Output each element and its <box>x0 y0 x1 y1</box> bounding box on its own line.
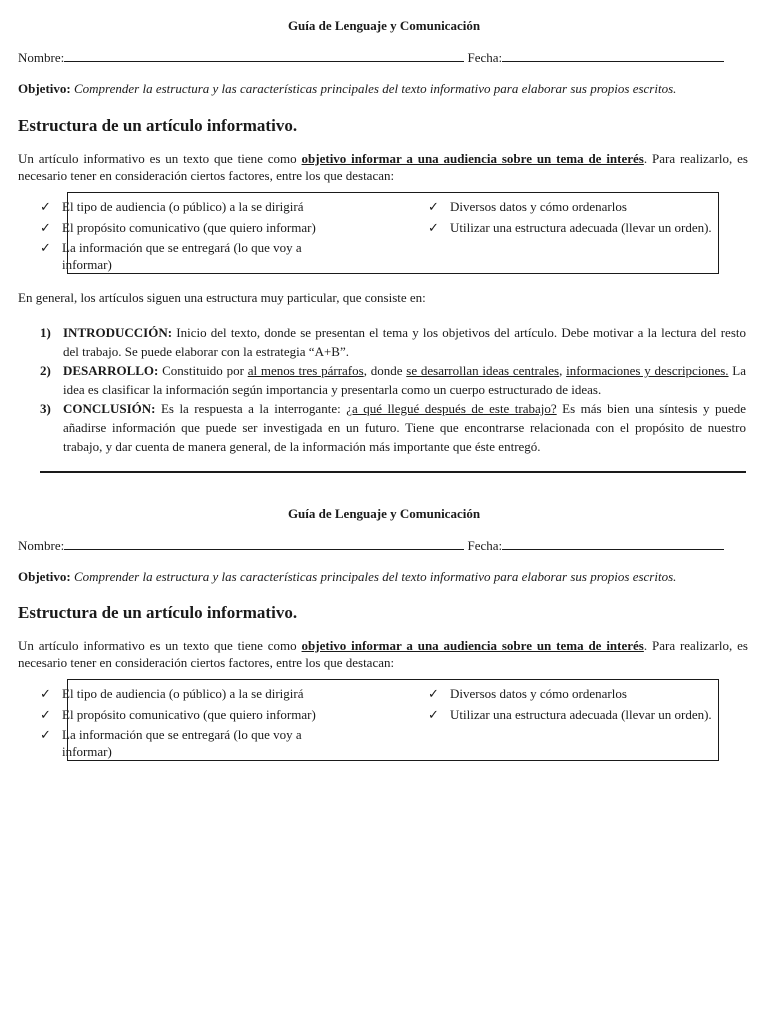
checklist-item: Diversos datos y cómo ordenarlos <box>450 686 627 701</box>
structure-intro: En general, los artículos siguen una estructura muy particular, que consiste en: <box>18 290 426 305</box>
item-text: Es más bien una síntesis y puede añadirse información que puede ser investigada en un futuro. Tiene que encontrarse relacionada con el propósito de nuestro trabajo, y dar cuenta de manera general, de la información más importante que éste entregó. <box>63 401 746 454</box>
check-icon: ✓ <box>428 686 439 701</box>
item-label: CONCLUSIÓN: <box>63 401 156 416</box>
checklist-item: Diversos datos y cómo ordenarlos <box>450 199 627 214</box>
intro-text: Un artículo informativo es un texto que tiene como <box>18 151 302 166</box>
check-icon: ✓ <box>40 240 51 255</box>
checklist-item: Utilizar una estructura adecuada (llevar un orden). <box>450 707 712 722</box>
guide-title: Guía de Lenguaje y Comunicación <box>287 506 481 521</box>
check-icon: ✓ <box>40 199 51 214</box>
objetivo-label: Objetivo: <box>18 569 71 584</box>
item-underlined: al menos tres párrafos <box>247 363 364 378</box>
objetivo-label: Objetivo: <box>18 81 71 96</box>
objetivo-text: Comprender la estructura y las características principales del texto informativo para elaborar sus propios escritos. <box>73 569 677 584</box>
fecha-label: Fecha: <box>467 538 503 553</box>
section-divider <box>40 471 746 473</box>
fecha-blank[interactable] <box>502 51 724 62</box>
intro-text-end: . Para realizarlo, es necesario tener en consideración ciertos factores, entre los que destacan: <box>18 151 748 183</box>
check-icon: ✓ <box>40 707 51 722</box>
objective <box>18 81 676 97</box>
item-number: 3) <box>40 401 51 416</box>
structure-item-introduccion <box>40 323 746 361</box>
item-label: INTRODUCCIÓN: <box>63 325 173 340</box>
item-text: Constituido por <box>158 363 248 378</box>
item-text: Inicio del texto, donde se presentan el tema y los objetivos del artículo. Debe motivar a la lectura del resto del trabajo. Se puede elaborar con la estrategia “A+B”. <box>63 325 746 359</box>
check-icon: ✓ <box>428 220 439 235</box>
checklist-item: El propósito comunicativo (que quiero informar) <box>62 220 316 235</box>
check-icon: ✓ <box>40 727 51 742</box>
section-heading: Estructura de un artículo informativo. <box>18 603 298 622</box>
fecha-label: Fecha: <box>467 50 503 65</box>
item-number: 2) <box>40 363 51 378</box>
nombre-blank[interactable] <box>64 539 464 550</box>
intro-text: Un artículo informativo es un texto que tiene como <box>18 638 302 653</box>
checklist-item: El propósito comunicativo (que quiero informar) <box>62 707 316 722</box>
objective <box>18 569 676 585</box>
intro-key-phrase: objetivo informar a una audiencia sobre un tema de interés <box>301 151 644 166</box>
item-text: , <box>559 363 567 378</box>
item-underlined: se desarrollan ideas centrales <box>406 363 560 378</box>
check-icon: ✓ <box>40 220 51 235</box>
nombre-label: Nombre: <box>18 538 65 553</box>
checklist-item: El tipo de audiencia (o público) a la se dirigirá <box>62 199 304 214</box>
checklist-item: Utilizar una estructura adecuada (llevar un orden). <box>450 220 712 235</box>
structure-item-conclusion <box>40 399 746 456</box>
intro-key-phrase: objetivo informar a una audiencia sobre un tema de interés <box>301 638 644 653</box>
item-text: , donde <box>363 363 407 378</box>
item-text: La idea es clasificar la información según importancia y presentarla como un cuerpo estructurado de ideas. <box>63 363 747 397</box>
structure-list <box>40 323 746 456</box>
check-icon: ✓ <box>428 707 439 722</box>
check-icon: ✓ <box>428 199 439 214</box>
nombre-label: Nombre: <box>18 50 65 65</box>
intro-paragraph <box>18 637 748 671</box>
name-date-line <box>18 50 724 66</box>
guide-title: Guía de Lenguaje y Comunicación <box>287 18 481 33</box>
intro-paragraph <box>18 150 748 184</box>
item-underlined: ¿a qué llegué después de este trabajo? <box>346 401 557 416</box>
check-icon: ✓ <box>40 686 51 701</box>
checklist-item: El tipo de audiencia (o público) a la se dirigirá <box>62 686 304 701</box>
checklist-item: La información que se entregará (lo que voy a informar) <box>62 240 302 272</box>
nombre-blank[interactable] <box>64 51 464 62</box>
objetivo-text: Comprender la estructura y las características principales del texto informativo para elaborar sus propios escritos. <box>73 81 677 96</box>
intro-text-end: . Para realizarlo, es necesario tener en consideración ciertos factores, entre los que destacan: <box>18 638 748 670</box>
item-number: 1) <box>40 325 51 340</box>
item-text: Es la respuesta a la interrogante: <box>155 401 347 416</box>
item-label: DESARROLLO: <box>63 363 159 378</box>
structure-item-desarrollo <box>40 361 746 399</box>
fecha-blank[interactable] <box>502 539 724 550</box>
section-heading: Estructura de un artículo informativo. <box>18 116 298 135</box>
item-underlined: informaciones y descripciones. <box>566 363 729 378</box>
name-date-line <box>18 538 724 554</box>
checklist-item: La información que se entregará (lo que voy a informar) <box>62 727 302 759</box>
